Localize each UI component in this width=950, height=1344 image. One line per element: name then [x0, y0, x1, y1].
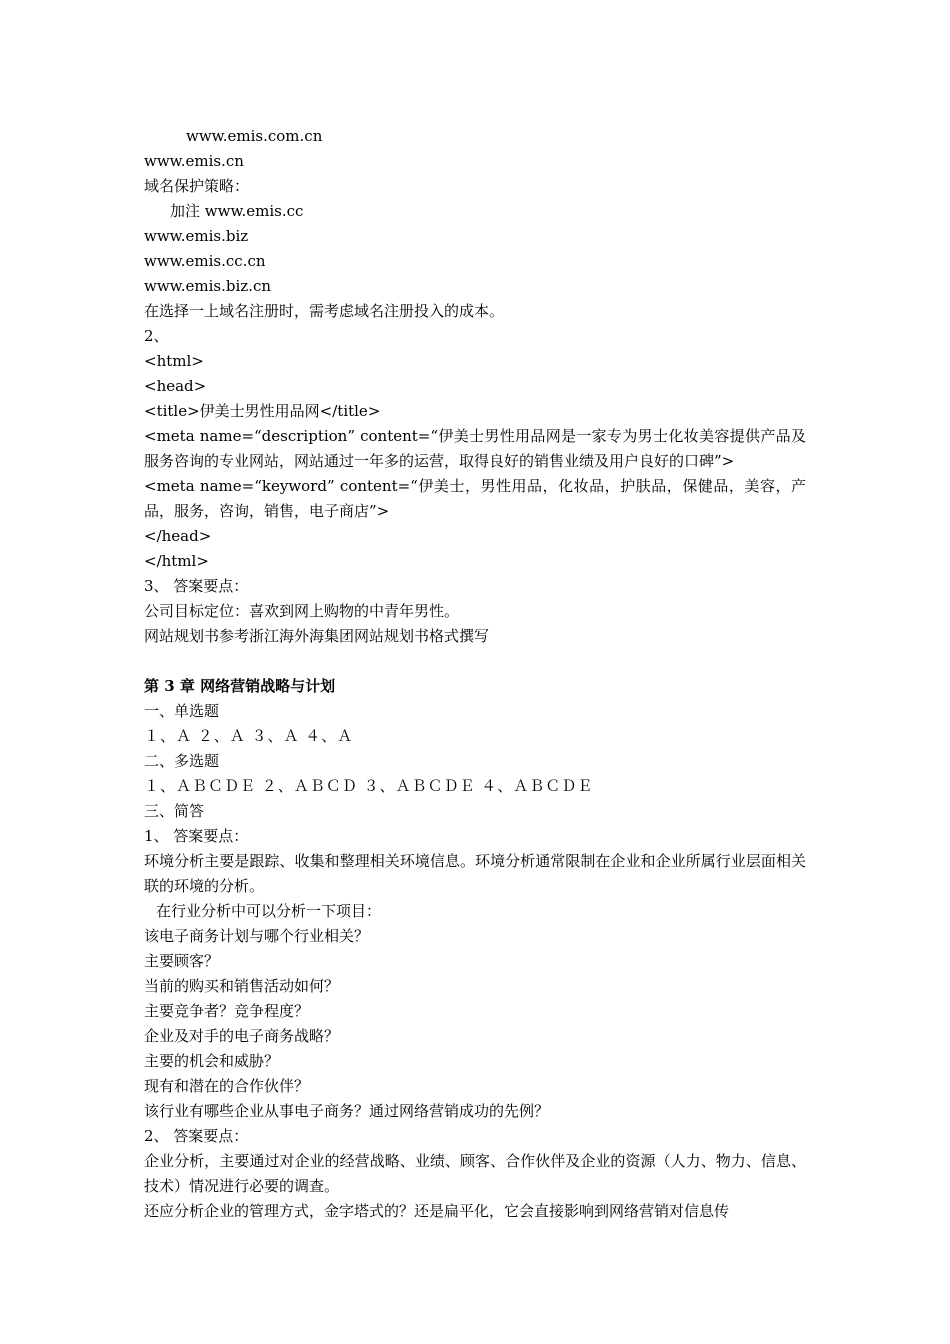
list-item: 该电子商务计划与哪个行业相关？ — [144, 927, 370, 945]
text-line: www.emis.cc.cn — [144, 252, 266, 270]
paragraph: 企业分析，主要通过对企业的经营战略、业绩、顾客、合作伙伴及企业的资源（人力、物力、信息、技术）情况进行必要的调查。 — [144, 1152, 806, 1195]
code-paragraph: <meta name=“description” content=“伊美士男性用品网是一家专为男士化妆美容提供产品及服务咨询的专业网站，网站通过一年多的运营，取得良好的销售业绩及用户良好的口碑”> — [144, 427, 806, 470]
text-line: 还应分析企业的管理方式，金字塔式的？还是扁平化，它会直接影响到网络营销对信息传 — [144, 1202, 730, 1220]
code-line: </html> — [144, 552, 209, 570]
text-line: 在选择一上域名注册时，需考虑域名注册投入的成本。 — [144, 302, 505, 320]
paragraph: 环境分析主要是跟踪、收集和整理相关环境信息。环境分析通常限制在企业和企业所属行业层面相关联的环境的分析。 — [144, 852, 806, 895]
text-line: www.emis.com.cn — [186, 127, 323, 145]
text-line: 1、 答案要点： — [144, 827, 249, 845]
list-item: 当前的购买和销售活动如何？ — [144, 977, 340, 995]
list-item: 该行业有哪些企业从事电子商务？通过网络营销成功的先例？ — [144, 1102, 550, 1120]
list-item: 主要的机会和威胁？ — [144, 1052, 280, 1070]
text-line: 域名保护策略： — [144, 177, 250, 195]
code-line: <head> — [144, 377, 207, 395]
document-body — [144, 124, 806, 1224]
text-line: 3、 答案要点： — [144, 577, 249, 595]
answer-line: １、Ａ ２、Ａ ３、Ａ ４、Ａ — [144, 727, 354, 745]
text-line: 公司目标定位：喜欢到网上购物的中青年男性。 — [144, 602, 460, 620]
list-item: 主要顾客？ — [144, 952, 220, 970]
section-heading: 二、多选题 — [144, 752, 220, 770]
text-line: 加注 www.emis.cc — [170, 202, 304, 220]
code-paragraph: <meta name=“keyword” content=“伊美士，男性用品，化妆品，护肤品，保健品，美容，产品，服务，咨询，销售，电子商店”> — [144, 477, 806, 520]
list-item: 主要竞争者？竞争程度？ — [144, 1002, 310, 1020]
list-item: 现有和潜在的合作伙伴？ — [144, 1077, 310, 1095]
text-line: 2、 答案要点： — [144, 1127, 249, 1145]
chapter-title: 第 3 章 网络营销战略与计划 — [144, 677, 336, 695]
text-line: www.emis.cn — [144, 152, 244, 170]
blank-line — [144, 649, 806, 674]
section-heading: 三、简答 — [144, 802, 205, 820]
code-line: <html> — [144, 352, 204, 370]
list-item: 企业及对手的电子商务战略？ — [144, 1027, 340, 1045]
code-line: <title>伊美士男性用品网</title> — [144, 402, 381, 420]
text-line: 2、 — [144, 327, 169, 345]
text-line: www.emis.biz.cn — [144, 277, 272, 295]
answer-line: １、ＡＢＣＤＥ ２、ＡＢＣＤ ３、ＡＢＣＤＥ ４、ＡＢＣＤＥ — [144, 777, 594, 795]
text-line: 在行业分析中可以分析一下项目： — [156, 902, 382, 920]
code-line: </head> — [144, 527, 212, 545]
text-line: www.emis.biz — [144, 227, 249, 245]
section-heading: 一、单选题 — [144, 702, 220, 720]
text-line: 网站规划书参考浙江海外海集团网站规划书格式撰写 — [144, 627, 490, 645]
